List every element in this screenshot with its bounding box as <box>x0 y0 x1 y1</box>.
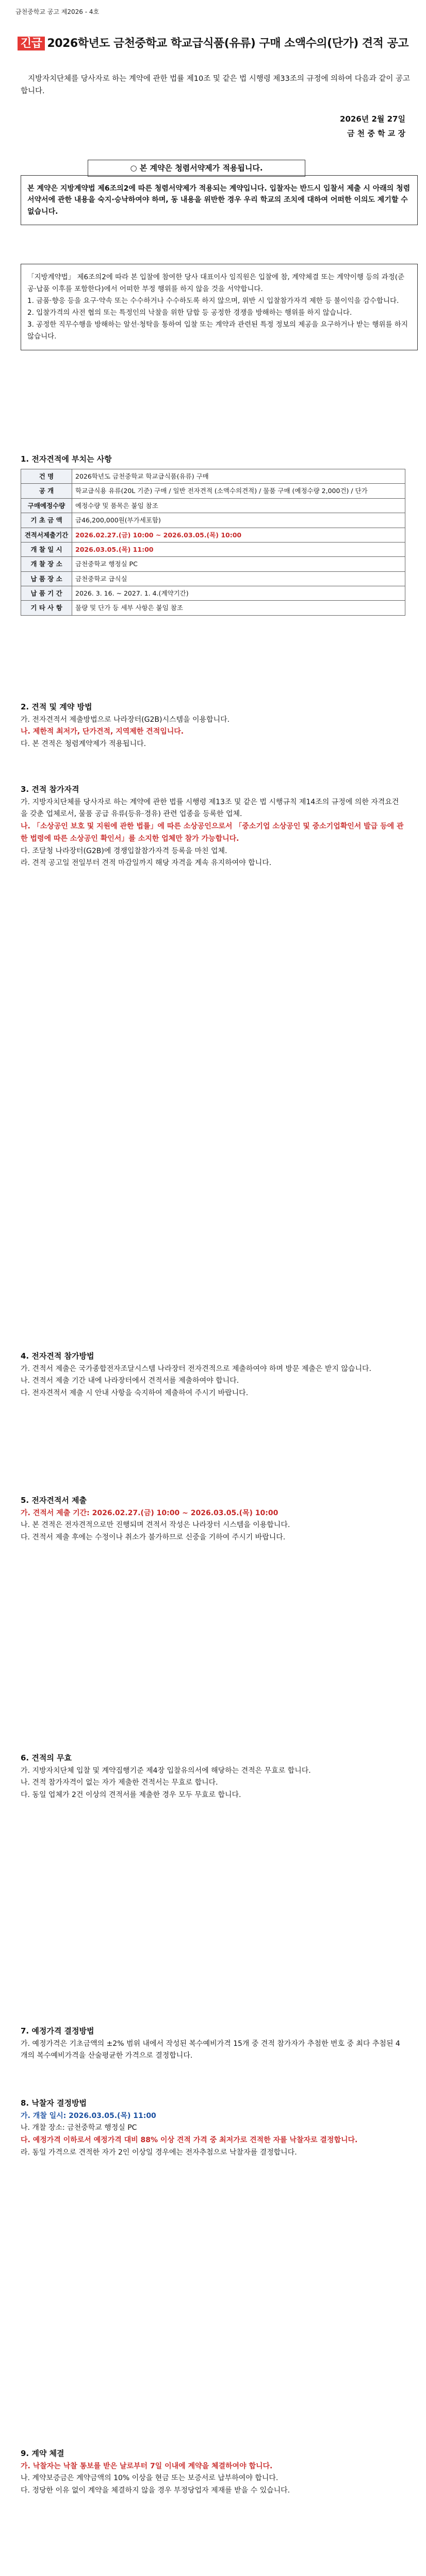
row-key: 개 찰 일 시 <box>21 542 72 556</box>
intro-paragraph: 지방자치단체를 당사자로 하는 계약에 관한 법률 제10조 및 같은 법 시행령 제33조의 규정에 의하여 다음과 같이 공고합니다. <box>21 75 410 95</box>
section-3 <box>21 783 405 870</box>
row-value: 금천중학교 행정실 PC <box>72 557 405 571</box>
pledge-line: 2. 입찰가격의 사전 협의 또는 특정인의 낙찰을 위한 담합 등 공정한 경쟁을 방해하는 행위를 하지 않습니다. <box>27 308 352 317</box>
pledge-line: 「지방계약법」 제6조의2에 따라 본 입찰에 참여한 당사 대표이사 임직원은 입찰에 참, 계약체결 또는 계약이행 등의 과정(준공·납품 이후를 포함한다)에서 어떠한 부정 행위를 하지 않을 것을 서약합니다. <box>27 273 405 293</box>
row-key: 구매예정수량 <box>21 498 72 513</box>
section-line: 다. 동일 업체가 2건 이상의 견적서를 제출한 경우 모두 무효로 합니다. <box>21 1791 241 1800</box>
row-key: 기 초 금 액 <box>21 513 72 528</box>
row-key: 납 품 장 소 <box>21 571 72 586</box>
section-line: 다. 견적서 제출 후에는 수정이나 취소가 불가하므로 신중을 기하여 주시기 바랍니다. <box>21 1533 286 1542</box>
row-value: 금천중학교 급식실 <box>72 571 405 586</box>
section-1-title: 1. 전자견적에 부치는 사항 <box>21 454 112 464</box>
section-line: 다. 본 견적은 청렴계약제가 적용됩니다. <box>21 740 146 749</box>
section-9-title: 9. 계약 체결 <box>21 2449 64 2458</box>
table-row <box>21 586 405 601</box>
section-line: 가. 견적서 제출 기간: 2026.02.27.(금) 10:00 ~ 2026.03.05.(목) 10:00 <box>21 1509 278 1517</box>
row-value: 2026.02.27.(금) 10:00 ~ 2026.03.05.(목) 10:00 <box>72 528 405 542</box>
section-4 <box>21 1350 405 1400</box>
integrity-notice-text: 본 계약은 지방계약법 제6조의2에 따른 청렴서약제가 적용되는 계약입니다. 입찰자는 반드시 입찰서 제출 시 아래의 청렴서약서에 관한 내용을 숙지·승낙하여야 하며, 동 내용을 위반한 경우 우리 학교의 조치에 대하여 어떠한 이의도 제기할 수 없습니다. <box>27 184 411 216</box>
table-row <box>21 601 405 615</box>
section-line: 나. 견적서 제출 기간 내에 나라장터에서 견적서를 제출하여야 합니다. <box>21 1377 239 1385</box>
table-row <box>21 571 405 586</box>
integrity-notice-box <box>21 175 418 225</box>
section-line: 나. 제한적 최저가, 단가견적, 지역제한 견적입니다. <box>21 727 184 736</box>
issuer-name: 금 천 중 학 교 장 <box>347 129 405 138</box>
document-number: 금천중학교 공고 제2026 - 4호 <box>15 8 100 15</box>
table-row <box>21 557 405 571</box>
section-5-title: 5. 전자견적서 제출 <box>21 1496 87 1505</box>
section-line: 다. 조달청 나라장터(G2B)에 경쟁입찰참가자격 등록을 마친 업체. <box>21 846 227 855</box>
section-2 <box>21 701 405 751</box>
spec-table <box>21 469 405 616</box>
table-row <box>21 484 405 498</box>
section-line: 가. 전자견적서 제출방법으로 나라장터(G2B)시스템을 이용합니다. <box>21 715 230 724</box>
section-5 <box>21 1494 405 1544</box>
table-row <box>21 528 405 542</box>
title-text: 2026학년도 금천중학교 학교급식품(유류) 구매 소액수의(단가) 견적 공고 <box>47 37 409 50</box>
section-6-title: 6. 견적의 무효 <box>21 1753 72 1762</box>
section-line: 라. 견적 공고일 전일부터 견적 마감일까지 해당 자격을 계속 유지하여야 합니다. <box>21 859 272 868</box>
page-title <box>15 35 411 53</box>
section-line: 나. 「소상공인 보호 및 지원에 관한 법률」에 따른 소상공인으로서 「중소기업 소상공인 및 중소기업확인서 발급 등에 관한 법령에 따른 소상공인 확인서」를 소지한 업체만 참가 가능합니다. <box>21 822 404 843</box>
table-row <box>21 513 405 528</box>
row-value: 2026.03.05.(목) 11:00 <box>72 542 405 556</box>
row-key: 개 찰 장 소 <box>21 557 72 571</box>
urgent-badge: 긴급 <box>18 37 45 50</box>
section-line: 나. 견적 참가자격이 없는 자가 제출한 견적서는 무효로 합니다. <box>21 1778 218 1787</box>
section-line: 나. 본 견적은 전자견적으로만 진행되며 견적서 작성은 나라장터 시스템을 이용합니다. <box>21 1521 290 1530</box>
section-line: 라. 동일 가격으로 견적한 자가 2인 이상일 경우에는 전자추첨으로 낙찰자를 결정합니다. <box>21 2148 297 2157</box>
row-key: 건 명 <box>21 469 72 484</box>
row-key: 견적서제출기간 <box>21 528 72 542</box>
section-line: 다. 정당한 이유 없이 계약을 체결하지 않을 경우 부정당업자 제재를 받을 수 있습니다. <box>21 2486 290 2495</box>
row-key: 납 품 기 간 <box>21 586 72 601</box>
section-2-title: 2. 견적 및 계약 방법 <box>21 702 92 711</box>
row-value: 예정수량 및 품목은 붙임 참조 <box>72 498 405 513</box>
section-3-title: 3. 견적 참가자격 <box>21 785 79 794</box>
section-6 <box>21 1752 405 1802</box>
notice-date: 2026년 2월 27일 <box>340 114 405 124</box>
spec-table-wrapper <box>21 469 405 616</box>
section-7-title: 7. 예정가격 결정방법 <box>21 2026 94 2036</box>
table-row <box>21 542 405 556</box>
row-value: 2026학년도 금천중학교 학교급식품(유류) 구매 <box>72 469 405 484</box>
integrity-pledge-box <box>21 264 418 350</box>
section-4-title: 4. 전자견적 참가방법 <box>21 1351 94 1361</box>
section-line: 가. 견적서 제출은 국가종합전자조달시스템 나라장터 전자견적으로 제출하여야 하며 방문 제출은 받지 않습니다. <box>21 1364 371 1373</box>
row-value: 2026. 3. 16. ~ 2027. 1. 4.(계약기간) <box>72 586 405 601</box>
section-line: 가. 낙찰자는 낙찰 통보를 받은 날로부터 7일 이내에 계약을 체결하여야 합니다. <box>21 2462 273 2470</box>
row-key: 기 타 사 항 <box>21 601 72 615</box>
section-line: 다. 전자견적서 제출 시 안내 사항을 숙지하여 제출하여 주시기 바랍니다. <box>21 1389 249 1398</box>
section-9 <box>21 2447 405 2497</box>
section-8-title: 8. 낙찰자 결정방법 <box>21 2098 87 2108</box>
section-line: 나. 개찰 장소: 금천중학교 행정실 PC <box>21 2124 137 2132</box>
row-value: 학교급식용 유류(20L 기준) 구매 / 일반 전자견적 (소액수의견적) / 물품 구매 (예정수량 2,000건) / 단가 <box>72 484 405 498</box>
section-line: 가. 개찰 일시: 2026.03.05.(목) 11:00 <box>21 2111 156 2120</box>
pledge-line: 3. 공정한 직무수행을 방해하는 알선·청탁을 통하여 입찰 또는 계약과 관련된 특정 정보의 제공을 요구하거나 받는 행위를 하지 않습니다. <box>27 320 408 341</box>
row-value: 금46,200,000원(부가세포함) <box>72 513 405 528</box>
section-7 <box>21 2025 405 2062</box>
table-row <box>21 469 405 484</box>
section-line: 나. 계약보증금은 계약금액의 10% 이상을 현금 또는 보증서로 납부하여야 합니다. <box>21 2474 278 2483</box>
section-8 <box>21 2097 405 2159</box>
table-row <box>21 498 405 513</box>
section-line: 가. 예정가격은 기초금액의 ±2% 범위 내에서 작성된 복수예비가격 15개 중 견적 참가자가 추첨한 번호 중 최다 추첨된 4개의 복수예비가격을 산술평균한 가격으로 결정합니다. <box>21 2039 400 2060</box>
section-line: 다. 예정가격 이하로서 예정가격 대비 88% 이상 견적 가격 중 최저가로 견적한 자를 낙찰자로 결정합니다. <box>21 2136 358 2145</box>
row-value: 물량 및 단가 등 세부 사항은 붙임 참조 <box>72 601 405 615</box>
pledge-line: 1. 금품·향응 등을 요구·약속 또는 수수하거나 수수하도록 하지 않으며, 위반 시 입찰참가자격 제한 등 불이익을 감수합니다. <box>27 296 399 305</box>
section-line: 가. 지방자치단체 입찰 및 계약집행기준 제4장 입찰유의서에 해당하는 견적은 무효로 합니다. <box>21 1766 311 1775</box>
section-line: 가. 지방자치단체를 당사자로 하는 계약에 관한 법률 시행령 제13조 및 같은 법 시행규칙 제14조의 규정에 의한 자격요건을 갖춘 업체로서, 물품 공급 유류(등유·경유) 관련 업종을 등록한 업체. <box>21 798 399 819</box>
integrity-box-title: ○ 본 계약은 청렴서약제가 적용됩니다. <box>88 160 305 177</box>
row-key: 공 개 <box>21 484 72 498</box>
